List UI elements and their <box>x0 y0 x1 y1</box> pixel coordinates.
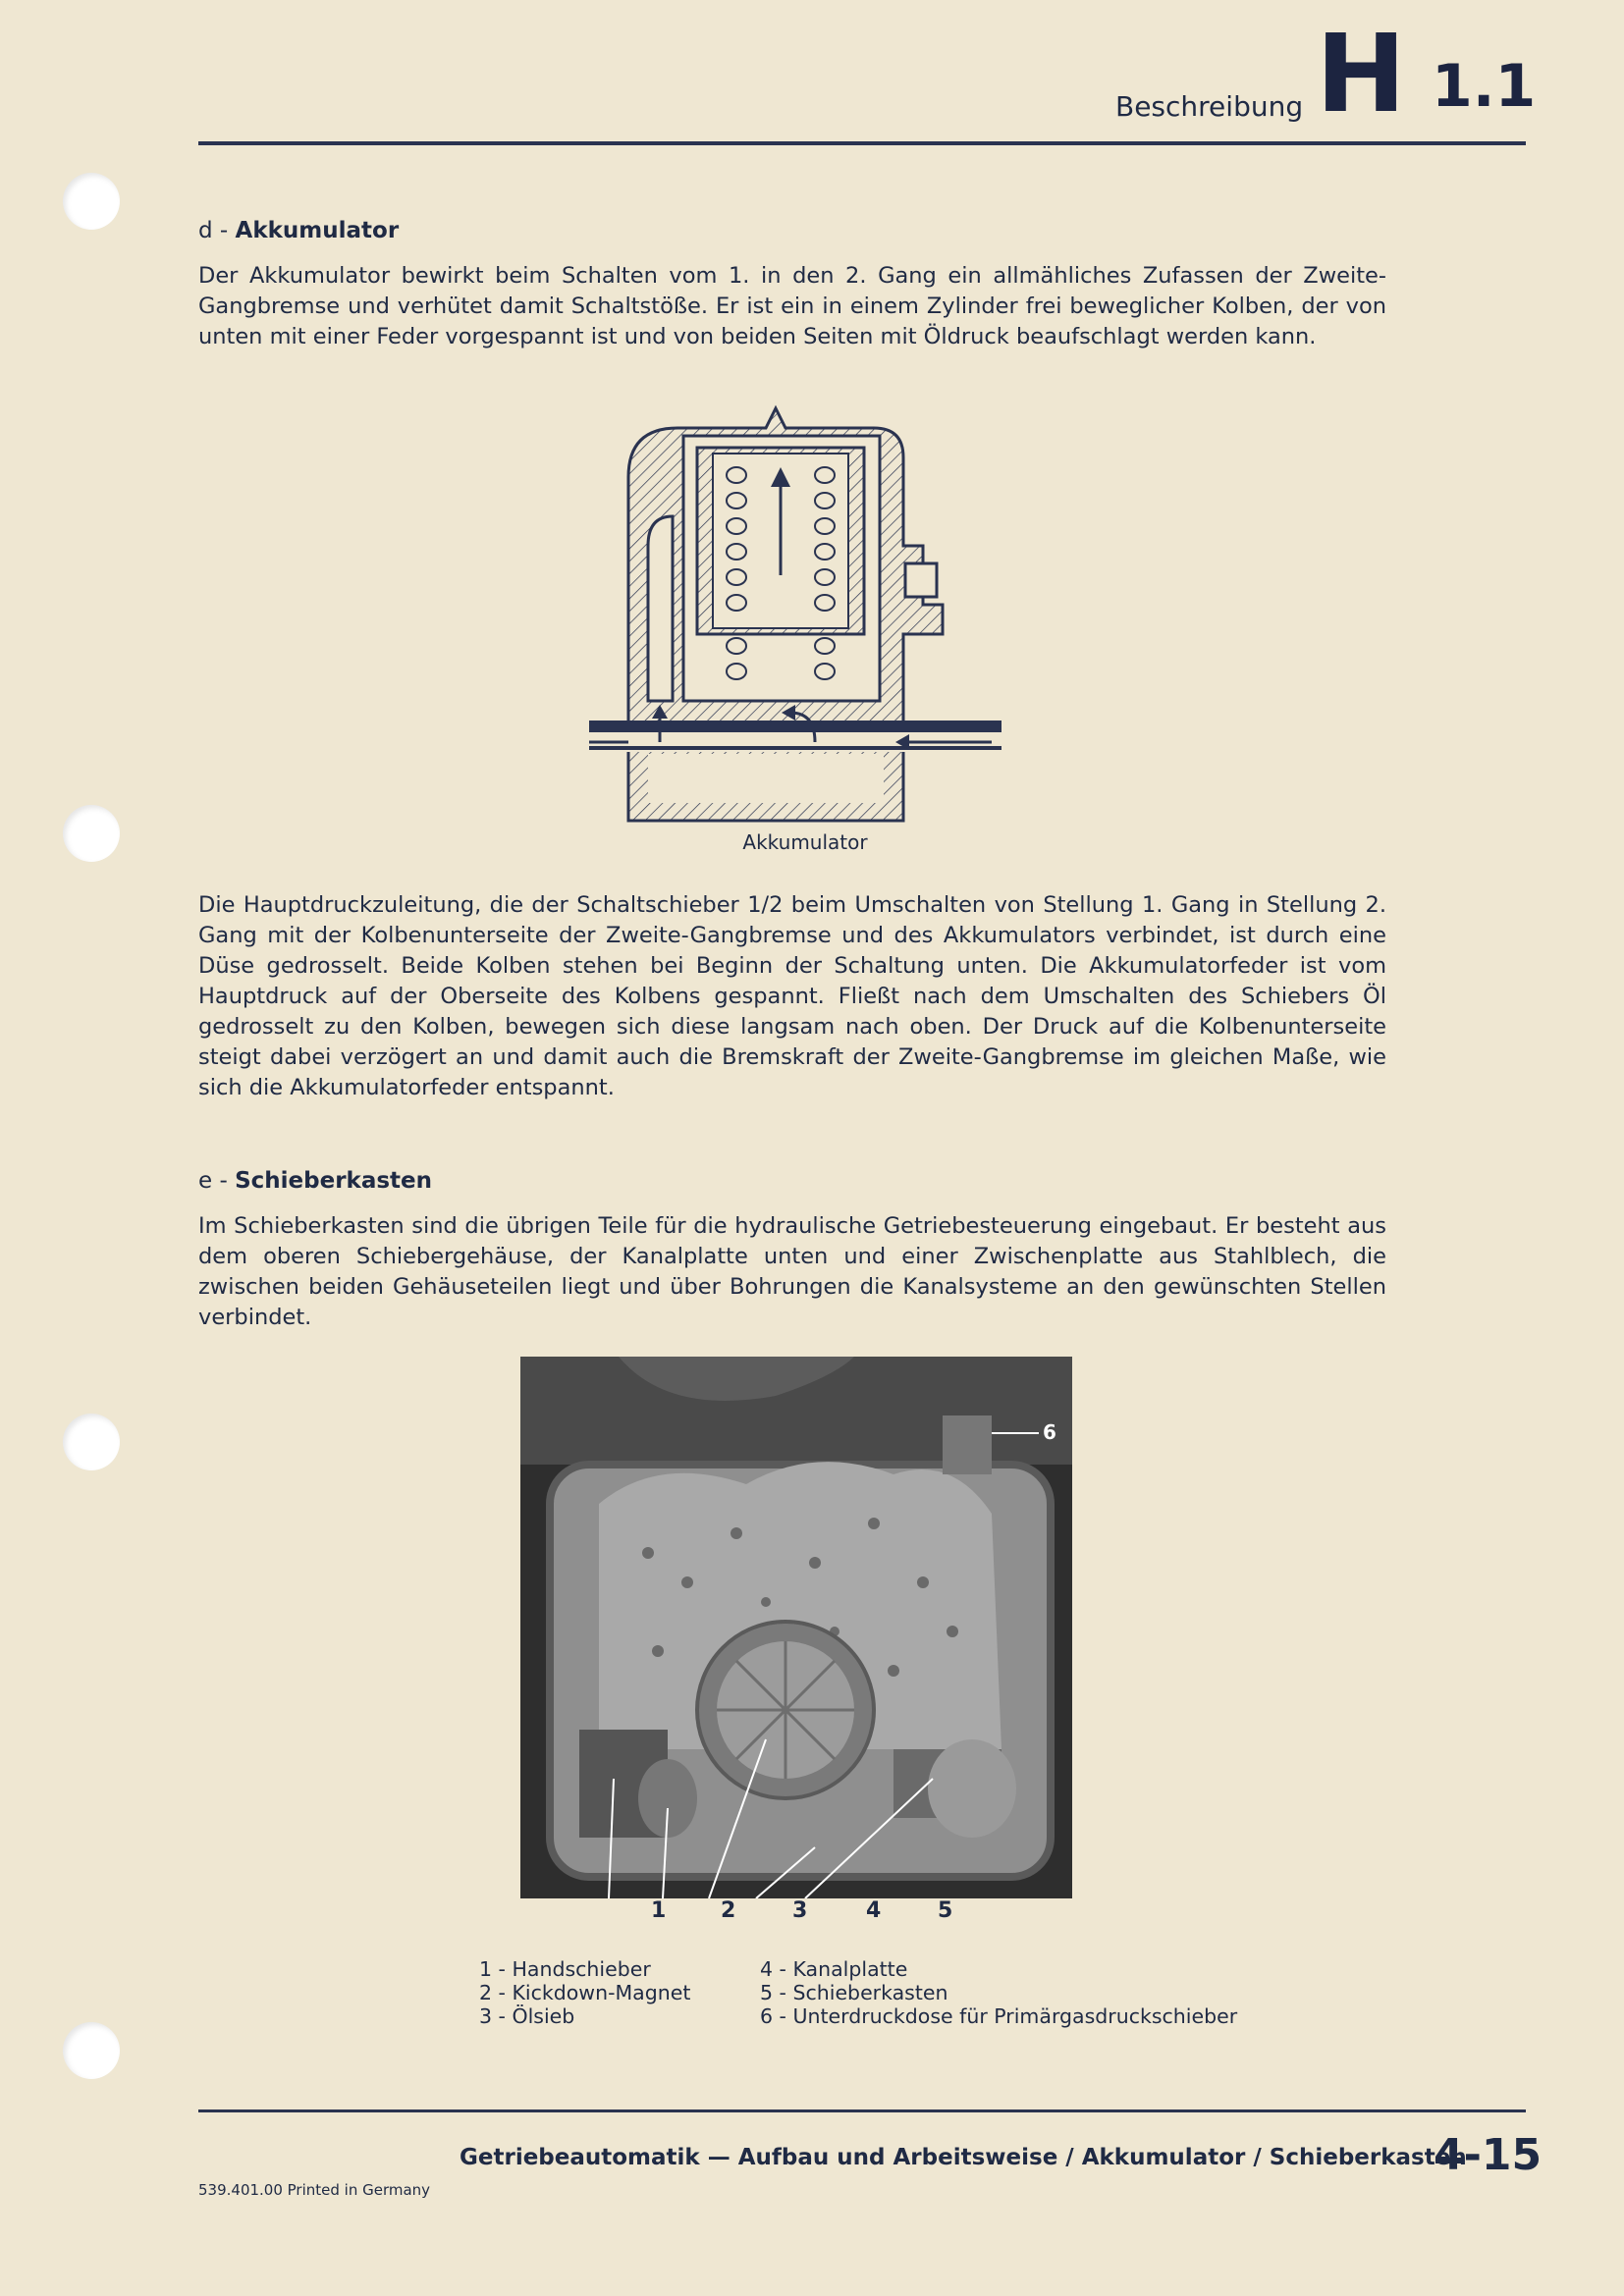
legend-right <box>760 1957 1237 2028</box>
heading-prefix: e - <box>198 1168 228 1194</box>
callout-5: 5 <box>938 1898 953 1923</box>
paragraph-akkumulator-intro: Der Akkumulator bewirkt beim Schalten vom 1. in den 2. Gang ein allmähliches Zufassen der Zweite-Gangbremse und verhütet damit Schaltstöße. Er ist ein in einem Zylinder frei beweglicher Kolben, der von unten mit einer Feder vorgespannt ist und von beiden Seiten mit Öldruck beaufschlagt werden kann. <box>198 263 1386 349</box>
punch-hole-2 <box>63 805 120 862</box>
punch-hole-1 <box>63 173 120 230</box>
accumulator-diagram <box>589 389 1001 827</box>
valve-body-photo-drawing <box>520 1357 1072 1898</box>
heading-akkumulator <box>198 218 399 243</box>
legend-item-3: 3 - Ölsieb <box>479 2004 575 2028</box>
legend-item-5: 5 - Schieberkasten <box>760 1981 948 2004</box>
legend-item-6: 6 - Unterdruckdose für Primärgasdruckschieber <box>760 2004 1238 2028</box>
punch-hole-4 <box>63 2022 120 2079</box>
heading-schieberkasten <box>198 1168 432 1194</box>
legend-item-4: 4 - Kanalplatte <box>760 1957 908 1981</box>
section-title: Beschreibung <box>1115 90 1304 123</box>
figure-caption-akkumulator: Akkumulator <box>742 830 868 854</box>
legend-item-1: 1 - Handschieber <box>479 1957 651 1981</box>
page-number: 4-15 <box>1434 2130 1543 2180</box>
chapter-number: 1.1 <box>1432 52 1537 121</box>
heading-title: Akkumulator <box>235 218 400 243</box>
paragraph-akkumulator-function: Die Hauptdruckzuleitung, die der Schaltschieber 1/2 beim Umschalten von Stellung 1. Gang in Stellung 2. Gang mit der Kolbenunterseite der Zweite-Gangbremse und des Akkumulators verbindet, ist durch eine Düse gedrosselt. Beide Kolben stehen bei Beginn der Schaltung unten. Die Akkumulatorfeder ist vom Hauptdruck auf der Oberseite des Kolbens gespannt. Fließt nach dem Umschalten des Schiebers Öl gedrosselt zu den Kolben, bewegen sich diese langsam nach oben. Der Druck auf die Kolbenunterseite steigt dabei verzögert an und damit auch die Bremskraft der Zweite-Gangbremse im gleichen Maße, wie sich die Akkumulatorfeder entspannt. <box>198 892 1386 1100</box>
footer-title: Getriebeautomatik — Aufbau und Arbeitsweise / Akkumulator / Schieberkasten <box>460 2145 1467 2170</box>
header-rule <box>198 141 1526 145</box>
paragraph-schieberkasten: Im Schieberkasten sind die übrigen Teile für die hydraulische Getriebesteuerung eingebaut. Er besteht aus dem oberen Schiebergehäuse, der Kanalplatte unten und einer Zwischenplatte aus Stahlblech, die zwischen beiden Gehäuseteilen liegt und über Bohrungen die Kanalsysteme an den gewünschten Stellen verbindet. <box>198 1213 1386 1330</box>
heading-title: Schieberkasten <box>235 1168 433 1194</box>
valve-body-photo <box>520 1357 1072 1898</box>
callout-6: 6 <box>1043 1420 1056 1444</box>
callout-4: 4 <box>866 1898 882 1923</box>
legend-left <box>479 1957 690 2028</box>
callout-2: 2 <box>721 1898 736 1923</box>
punch-hole-3 <box>63 1414 120 1470</box>
print-note: 539.401.00 Printed in Germany <box>198 2181 431 2199</box>
footer-rule <box>198 2109 1526 2112</box>
heading-prefix: d - <box>198 218 229 243</box>
callout-1: 1 <box>651 1898 667 1923</box>
chapter-letter: H <box>1316 11 1407 136</box>
legend-item-2: 2 - Kickdown-Magnet <box>479 1981 691 2004</box>
callout-3: 3 <box>792 1898 808 1923</box>
